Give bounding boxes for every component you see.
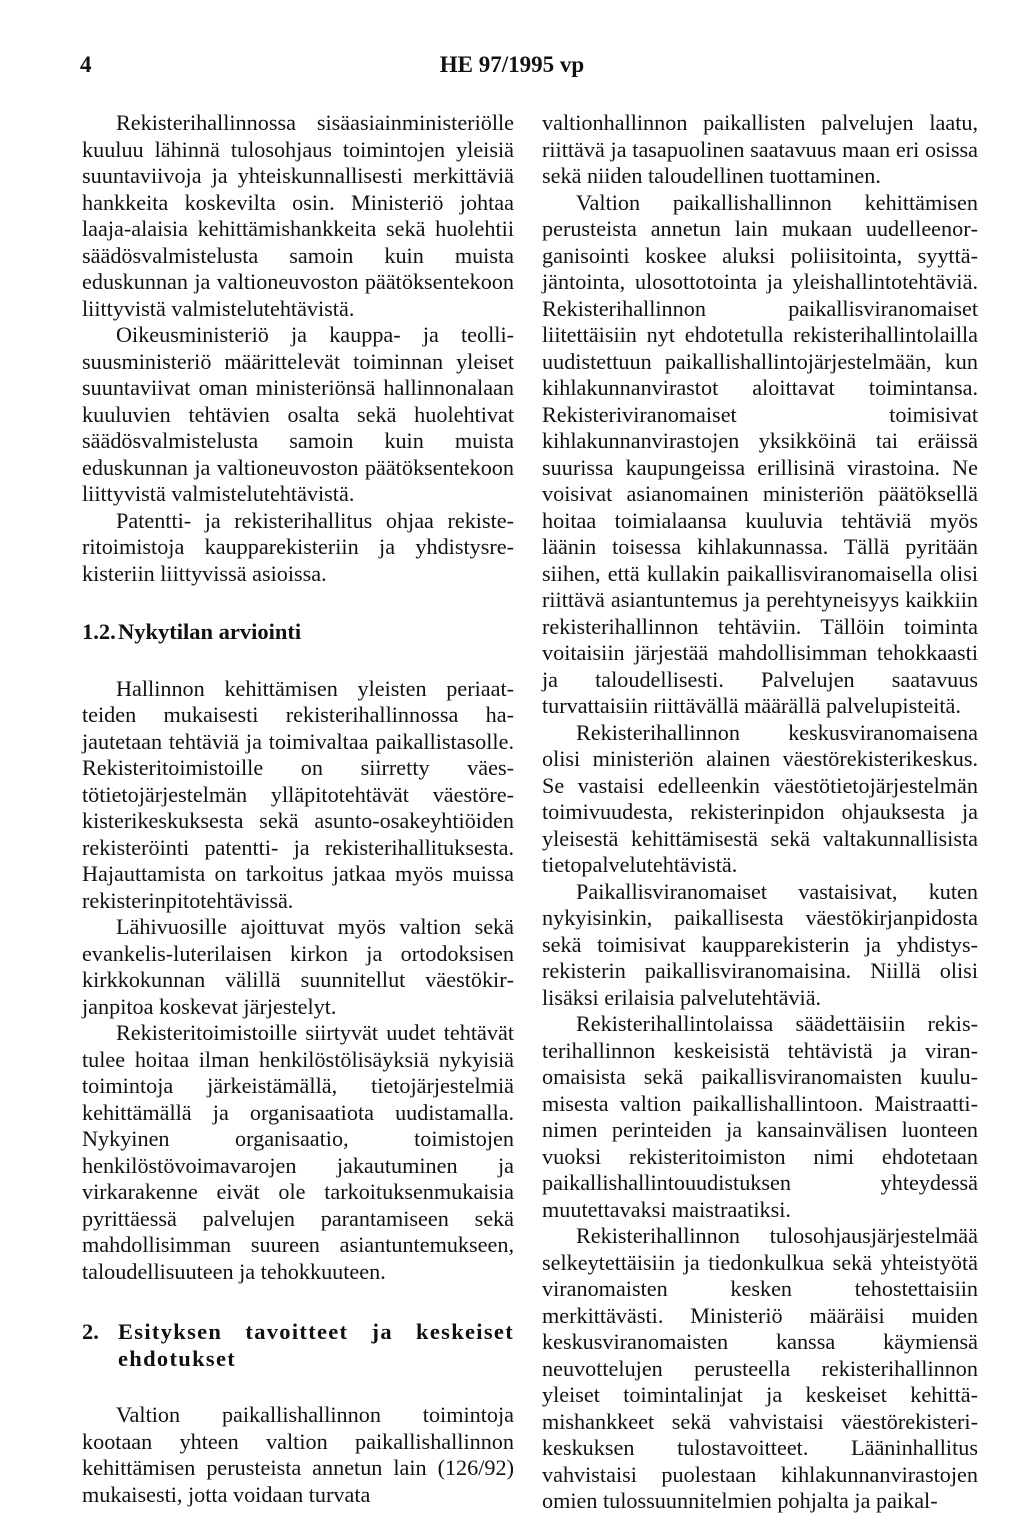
paragraph: Oikeusministeriö ja kauppa- ja teollisuusministeriö määrittelevät toiminnan yleiset suuntaviivat oman ministeriönsä hallinnonalaan kuuluvien tehtävien osalta sekä huolehtivat säädösvalmistelusta samoin kuin muista eduskunnan ja valtioneuvoston päätöksentekoon liittyvistä valmistelutehtävistä. [82, 322, 514, 506]
section-heading-2 [82, 1319, 514, 1372]
running-head: HE 97/1995 vp [439, 52, 585, 77]
paragraph: Valtion paikallishallinnon toimintoja kootaan yhteen valtion paikallishallinnon kehittämisen perusteista annetun lain (126/92) mukaisesti, jotta voidaan turvata [82, 1402, 514, 1507]
page-number: 4 [80, 52, 92, 77]
paragraph: Paikallisviranomaiset vastaisivat, kuten nykyisinkin, paikallisesta väestökirjanpidosta sekä toimisivat kaupparekisterin ja yhdistysrekisterin paikallisviranomaisina. Niillä olisi lisäksi erilaisia palvelutehtäviä. [542, 878, 978, 1010]
paragraph: Rekisterihallintolaissa säädettäisiin rekisterihallinnon keskeisistä tehtävistä ja viranomaisista sekä paikallisviranomaisten kuulumisesta valtion paikallishallintoon. Maistraatti-nimen perinteiden ja kansainvälisen luonteen vuoksi rekisteritoimiston nimi ehdotetaan paikallishallintouudistuksen yhteydessä muutettavaksi maistraatiksi. [542, 1011, 978, 1222]
section-title: Nykytilan arviointi [118, 619, 302, 644]
section-heading-1-2 [82, 619, 514, 646]
paragraph: Rekisterihallinnon keskusviranomaisena olisi ministeriön alainen väestörekisterikeskus. Se vastaisi edelleenkin väestötietojärjestelmän toimivuudesta, rekisterinpidon ohjauksesta ja yleisestä kehittämisestä sekä valtakunnallisista tietopalvelutehtävistä. [542, 719, 978, 877]
paragraph: Valtion paikallishallinnon kehittämisen perusteista annetun lain mukaan uudelleenorganisointi koskee aluksi poliisitointa, syyttäjäntointa, ulosottotointa ja yleishallintotehtäviä. Rekisterihallinnon paikallisviranomaiset liitettäisiin nyt ehdotetulla rekisterihallintolailla uudistettuun paikallishallintojärjestelmään, kun kihlakunnanvirastot aloittavat toimintansa. Rekisteriviranomaiset toimisivat kihlakunnanvirastojen yksikköinä tai eräissä suurissa kaupungeissa erillisinä virastoina. Ne voisivat asianomainen ministeriön päätöksellä hoitaa toimialaansa kuuluvia tehtäviä myös läänin toisessa kihlakunnassa. Tällä pyritään siihen, että kullakin paikallisviranomaisella olisi riittävä asiantuntemus ja perehtyneisyys kaikkiin rekisterihallinnon tehtäviin. Tällöin toiminta voitaisiin järjestää mahdollisimman tehokkaasti ja taloudellisesti. Palvelujen saatavuus turvattaisiin riittävällä määrällä palvelupisteitä. [542, 189, 978, 718]
section-number: 1.2. [82, 619, 116, 644]
paragraph: Patentti- ja rekisterihallitus ohjaa rekisteritoimistoja kaupparekisteriin ja yhdistysrekisteriin liittyvissä asioissa. [82, 507, 514, 586]
right-column [542, 102, 978, 1515]
paragraph: Lähivuosille ajoittuvat myös valtion sekä evankelis-luterilaisen kirkon ja ortodoksisen kirkkokunnan välillä suunnitellut väestökirjanpitoa koskevat järjestelyt. [82, 914, 514, 1019]
left-column [82, 102, 514, 1508]
paragraph: Hallinnon kehittämisen yleisten periaatteiden mukaisesti rekisterihallinnossa hajautetaan tehtäviä ja toimivaltaa paikallistasolle. Rekisteritoimistoille on siirretty väestötietojärjestelmän ylläpitotehtävät väestörekisterikeskuksesta sekä asunto-osakeyhtiöiden rekisteröinti patentti- ja rekisterihallituksesta. Hajauttamista on tarkoitus jatkaa myös muissa rekisterinpitotehtävissä. [82, 675, 514, 913]
paragraph: Rekisterihallinnossa sisäasiainministeriölle kuuluu lähinnä tulosohjaus toimintojen yleisiä suuntaviivoja ja yhteiskunnallisesti merkittäviä hankkeita koskevilta osin. Ministeriö johtaa laaja-alaisia kehittämishankkeita sekä huolehtii säädösvalmistelusta samoin kuin muista eduskunnan ja valtioneuvoston päätöksentekoon liittyvistä valmistelutehtävistä. [82, 110, 514, 321]
paragraph: Rekisterihallinnon tulosohjausjärjestelmää selkeytettäisiin ja tiedonkulkua sekä yhteistyötä viranomaisten kesken tehostettaisiin merkittävästi. Ministeriö määräisi muiden keskusviranomaisten kanssa käymiensä neuvottelujen perusteella rekisterihallinnon yleiset toimintalinjat ja keskeiset kehittämishankkeet sekä vahvistaisi väestörekisterikeskuksen tulostavoitteet. Lääninhallitus vahvistaisi puolestaan kihlakunnanvirastojen omien tulossuunnitelmien pohjalta ja paikal- [542, 1223, 978, 1513]
section-number: 2. [82, 1319, 99, 1344]
section-title: Esityksen tavoitteet ja keskeiset ehdotukset [118, 1319, 514, 1371]
paragraph: Rekisteritoimistoille siirtyvät uudet tehtävät tulee hoitaa ilman henkilöstölisäyksiä nykyisiä toimintoja järkeistämällä, tietojärjestelmiä kehittämällä ja organisaatiota uudistamalla. Nykyinen organisaatio, toimistojen henkilöstövoimavarojen jakautuminen ja virkarakenne eivät ole tarkoituksenmukaisia pyrittäessä palvelujen parantamiseen sekä mahdollisimman suureen asiantuntemukseen, taloudellisuuteen ja tehokkuuteen. [82, 1020, 514, 1284]
paragraph: valtionhallinnon paikallisten palvelujen laatu, riittävä ja tasapuolinen saatavuus maan eri osissa sekä niiden taloudellinen tuottaminen. [542, 110, 978, 188]
